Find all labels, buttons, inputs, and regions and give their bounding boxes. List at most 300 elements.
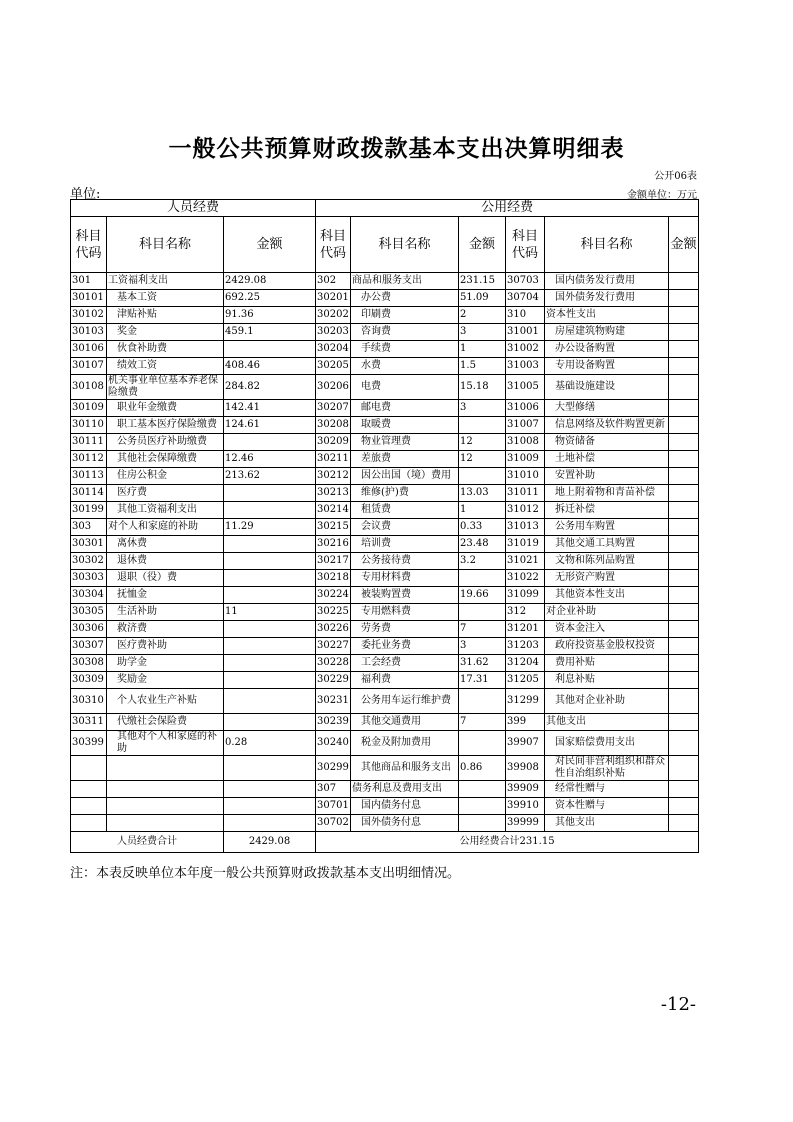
subject-name: 咨询费 bbox=[351, 324, 459, 341]
subject-code: 30226 bbox=[316, 621, 351, 638]
subject-name: 其他资本性支出 bbox=[545, 587, 669, 604]
table-row bbox=[71, 451, 699, 468]
amount bbox=[669, 570, 699, 587]
subject-code: 30702 bbox=[316, 815, 351, 832]
subject-name: 住房公积金 bbox=[107, 468, 224, 485]
table-note: 注：本表反映单位本年度一般公共预算财政拨款基本支出明细情况。 bbox=[70, 866, 461, 881]
subject-name: 工资福利支出 bbox=[107, 273, 224, 290]
subject-name: 土地补偿 bbox=[545, 451, 669, 468]
table-row bbox=[71, 324, 699, 341]
subject-code: 30108 bbox=[71, 375, 107, 400]
subject-code: 307 bbox=[316, 781, 351, 798]
amount: 1.5 bbox=[459, 358, 506, 375]
subject-name: 其他交通工具购置 bbox=[545, 536, 669, 553]
subject-code: 31006 bbox=[506, 400, 545, 417]
amount bbox=[224, 341, 316, 358]
subject-code: 30217 bbox=[316, 553, 351, 570]
public-group-header: 公用经费 bbox=[316, 200, 699, 217]
public-total: 公用经费合计231.15 bbox=[316, 832, 699, 853]
subject-name: 会议费 bbox=[351, 519, 459, 536]
subject-name: 经常性赠与 bbox=[545, 781, 669, 798]
subject-code: 31201 bbox=[506, 621, 545, 638]
amount: 2 bbox=[459, 307, 506, 324]
subject-name: 租赁费 bbox=[351, 502, 459, 519]
amount bbox=[459, 781, 506, 798]
table-row bbox=[71, 815, 699, 832]
subject-code: 31003 bbox=[506, 358, 545, 375]
amount bbox=[224, 621, 316, 638]
subject-code: 399 bbox=[506, 714, 545, 731]
subject-code: 30114 bbox=[71, 485, 107, 502]
amount bbox=[669, 689, 699, 714]
amount bbox=[224, 714, 316, 731]
amount: 51.09 bbox=[459, 290, 506, 307]
amount: 11.29 bbox=[224, 519, 316, 536]
subject-code: 30228 bbox=[316, 655, 351, 672]
subject-name: 其他社会保障缴费 bbox=[107, 451, 224, 468]
subject-code: 30201 bbox=[316, 290, 351, 307]
subject-code: 302 bbox=[316, 273, 351, 290]
amount: 91.36 bbox=[224, 307, 316, 324]
subject-name: 职工基本医疗保险缴费 bbox=[107, 417, 224, 434]
subject-code: 30239 bbox=[316, 714, 351, 731]
table-row bbox=[71, 375, 699, 400]
col-header-amount: 金额 bbox=[459, 217, 506, 273]
amount bbox=[224, 434, 316, 451]
table-row bbox=[71, 273, 699, 290]
subject-code: 30199 bbox=[71, 502, 107, 519]
col-header-code: 科目代码 bbox=[506, 217, 545, 273]
subject-code: 30307 bbox=[71, 638, 107, 655]
table-row bbox=[71, 417, 699, 434]
col-header-code: 科目代码 bbox=[316, 217, 351, 273]
amount bbox=[669, 536, 699, 553]
subject-code: 30308 bbox=[71, 655, 107, 672]
subject-code: 31008 bbox=[506, 434, 545, 451]
amount bbox=[224, 689, 316, 714]
subject-code: 31001 bbox=[506, 324, 545, 341]
amount bbox=[224, 756, 316, 781]
amount: 1 bbox=[459, 341, 506, 358]
amount: 7 bbox=[459, 621, 506, 638]
amount bbox=[459, 468, 506, 485]
table-row bbox=[71, 672, 699, 689]
subject-name: 代缴社会保险费 bbox=[107, 714, 224, 731]
subject-name: 因公出国（境）费用 bbox=[351, 468, 459, 485]
amount bbox=[224, 536, 316, 553]
subject-code: 30311 bbox=[71, 714, 107, 731]
amount bbox=[669, 400, 699, 417]
amount bbox=[669, 781, 699, 798]
subject-code: 30110 bbox=[71, 417, 107, 434]
subject-name: 津贴补贴 bbox=[107, 307, 224, 324]
amount: 7 bbox=[459, 714, 506, 731]
subject-name: 利息补贴 bbox=[545, 672, 669, 689]
subject-code: 31002 bbox=[506, 341, 545, 358]
subject-code: 31012 bbox=[506, 502, 545, 519]
subject-name: 公务接待费 bbox=[351, 553, 459, 570]
amount: 23.48 bbox=[459, 536, 506, 553]
subject-name: 资本金注入 bbox=[545, 621, 669, 638]
amount: 3 bbox=[459, 400, 506, 417]
table-row bbox=[71, 655, 699, 672]
subject-name: 其他支出 bbox=[545, 815, 669, 832]
subject-code: 31013 bbox=[506, 519, 545, 536]
amount bbox=[459, 604, 506, 621]
subject-name: 基础设施建设 bbox=[545, 375, 669, 400]
subject-code: 30301 bbox=[71, 536, 107, 553]
subject-name: 奖金 bbox=[107, 324, 224, 341]
subject-code: 30229 bbox=[316, 672, 351, 689]
amount: 0.86 bbox=[459, 756, 506, 781]
amount bbox=[224, 815, 316, 832]
subject-name: 工会经费 bbox=[351, 655, 459, 672]
amount: 31.62 bbox=[459, 655, 506, 672]
table-row bbox=[71, 307, 699, 324]
subject-name bbox=[107, 756, 224, 781]
amount: 0.33 bbox=[459, 519, 506, 536]
table-row bbox=[71, 434, 699, 451]
table-row bbox=[71, 341, 699, 358]
subject-code: 31011 bbox=[506, 485, 545, 502]
subject-code: 30204 bbox=[316, 341, 351, 358]
col-header-code: 科目代码 bbox=[71, 217, 107, 273]
subject-code: 30102 bbox=[71, 307, 107, 324]
personnel-total-label: 人员经费合计 bbox=[71, 832, 224, 853]
subject-code: 30304 bbox=[71, 587, 107, 604]
amount: 12.46 bbox=[224, 451, 316, 468]
subject-code: 31009 bbox=[506, 451, 545, 468]
amount bbox=[224, 655, 316, 672]
subject-code: 301 bbox=[71, 273, 107, 290]
amount bbox=[459, 815, 506, 832]
subject-name: 助学金 bbox=[107, 655, 224, 672]
subject-name: 奖励金 bbox=[107, 672, 224, 689]
subject-name: 文物和陈列品购置 bbox=[545, 553, 669, 570]
amount bbox=[669, 485, 699, 502]
table-row bbox=[71, 358, 699, 375]
subject-name: 医疗费 bbox=[107, 485, 224, 502]
amount: 17.31 bbox=[459, 672, 506, 689]
amount bbox=[224, 502, 316, 519]
amount bbox=[669, 519, 699, 536]
subject-name: 维修(护)费 bbox=[351, 485, 459, 502]
subject-code: 31005 bbox=[506, 375, 545, 400]
subject-name: 费用补贴 bbox=[545, 655, 669, 672]
subject-code: 30703 bbox=[506, 273, 545, 290]
subject-code: 310 bbox=[506, 307, 545, 324]
amount: 19.66 bbox=[459, 587, 506, 604]
amount bbox=[669, 731, 699, 756]
amount bbox=[459, 570, 506, 587]
subject-name: 专用材料费 bbox=[351, 570, 459, 587]
subject-name: 拆迁补偿 bbox=[545, 502, 669, 519]
amount bbox=[224, 587, 316, 604]
subject-name: 退休费 bbox=[107, 553, 224, 570]
amount: 11 bbox=[224, 604, 316, 621]
subject-name: 委托业务费 bbox=[351, 638, 459, 655]
subject-name: 国内债务发行费用 bbox=[545, 273, 669, 290]
amount: 0.28 bbox=[224, 731, 316, 756]
subject-code: 31205 bbox=[506, 672, 545, 689]
amount bbox=[669, 341, 699, 358]
table-row bbox=[71, 756, 699, 781]
subject-code: 30107 bbox=[71, 358, 107, 375]
table-row bbox=[71, 519, 699, 536]
subject-name: 公务用车购置 bbox=[545, 519, 669, 536]
subject-name: 资本性赠与 bbox=[545, 798, 669, 815]
table-row bbox=[71, 781, 699, 798]
subject-name: 印刷费 bbox=[351, 307, 459, 324]
subject-code: 30231 bbox=[316, 689, 351, 714]
amount bbox=[669, 290, 699, 307]
subject-code bbox=[71, 798, 107, 815]
subject-code: 30704 bbox=[506, 290, 545, 307]
amount: 13.03 bbox=[459, 485, 506, 502]
amount: 231.15 bbox=[459, 273, 506, 290]
expenditure-table bbox=[70, 199, 699, 853]
amount: 15.18 bbox=[459, 375, 506, 400]
subject-code: 30109 bbox=[71, 400, 107, 417]
subject-code: 30212 bbox=[316, 468, 351, 485]
subject-name: 国外债务发行费用 bbox=[545, 290, 669, 307]
subject-name: 公务用车运行维护费 bbox=[351, 689, 459, 714]
subject-name: 救济费 bbox=[107, 621, 224, 638]
subject-code: 30103 bbox=[71, 324, 107, 341]
subject-code: 30299 bbox=[316, 756, 351, 781]
amount bbox=[669, 604, 699, 621]
amount: 284.82 bbox=[224, 375, 316, 400]
subject-code: 30399 bbox=[71, 731, 107, 756]
amount: 459.1 bbox=[224, 324, 316, 341]
subject-name: 信息网络及软件购置更新 bbox=[545, 417, 669, 434]
subject-code bbox=[71, 781, 107, 798]
amount: 12 bbox=[459, 434, 506, 451]
subject-code: 31099 bbox=[506, 587, 545, 604]
amount bbox=[669, 358, 699, 375]
subject-code: 30227 bbox=[316, 638, 351, 655]
amount bbox=[669, 451, 699, 468]
subject-code: 30202 bbox=[316, 307, 351, 324]
subject-name: 手续费 bbox=[351, 341, 459, 358]
subject-code: 31021 bbox=[506, 553, 545, 570]
subject-code: 31010 bbox=[506, 468, 545, 485]
amount: 1 bbox=[459, 502, 506, 519]
amount bbox=[669, 417, 699, 434]
subject-name: 无形资产购置 bbox=[545, 570, 669, 587]
subject-name: 其他工资福利支出 bbox=[107, 502, 224, 519]
amount bbox=[224, 553, 316, 570]
subject-code: 30213 bbox=[316, 485, 351, 502]
amount bbox=[459, 689, 506, 714]
subject-name: 福利费 bbox=[351, 672, 459, 689]
subject-code: 30310 bbox=[71, 689, 107, 714]
amount bbox=[669, 375, 699, 400]
table-row bbox=[71, 798, 699, 815]
subject-name: 地上附着物和青苗补偿 bbox=[545, 485, 669, 502]
subject-code: 30203 bbox=[316, 324, 351, 341]
subject-name: 生活补助 bbox=[107, 604, 224, 621]
personnel-group-header: 人员经费 bbox=[71, 200, 316, 217]
subject-code bbox=[71, 815, 107, 832]
amount: 213.62 bbox=[224, 468, 316, 485]
subject-code: 39910 bbox=[506, 798, 545, 815]
subject-name: 资本性支出 bbox=[545, 307, 669, 324]
amount bbox=[459, 417, 506, 434]
table-row bbox=[71, 290, 699, 307]
table-row bbox=[71, 570, 699, 587]
subject-code: 30206 bbox=[316, 375, 351, 400]
subject-code: 39909 bbox=[506, 781, 545, 798]
subject-code: 30224 bbox=[316, 587, 351, 604]
subject-name: 被装购置费 bbox=[351, 587, 459, 604]
form-number: 公开06表 bbox=[654, 171, 697, 182]
table-row bbox=[71, 553, 699, 570]
subject-name: 对民间非营利组织和群众性自治组织补贴 bbox=[545, 756, 669, 781]
subject-code: 30218 bbox=[316, 570, 351, 587]
subject-name: 医疗费补助 bbox=[107, 638, 224, 655]
money-unit-label: 金额单位：万元 bbox=[627, 190, 697, 201]
subject-name: 办公费 bbox=[351, 290, 459, 307]
subject-name: 差旅费 bbox=[351, 451, 459, 468]
subject-name: 对企业补助 bbox=[545, 604, 669, 621]
amount bbox=[669, 324, 699, 341]
table-row bbox=[71, 400, 699, 417]
subject-code: 39999 bbox=[506, 815, 545, 832]
subject-code: 30216 bbox=[316, 536, 351, 553]
subject-name: 离休费 bbox=[107, 536, 224, 553]
subject-name: 职业年金缴费 bbox=[107, 400, 224, 417]
table-row bbox=[71, 621, 699, 638]
subject-name: 绩效工资 bbox=[107, 358, 224, 375]
table-row bbox=[71, 536, 699, 553]
subject-code: 30111 bbox=[71, 434, 107, 451]
subject-code: 30112 bbox=[71, 451, 107, 468]
subject-name: 邮电费 bbox=[351, 400, 459, 417]
subject-code: 30211 bbox=[316, 451, 351, 468]
subject-code: 39908 bbox=[506, 756, 545, 781]
subject-name: 专用燃料费 bbox=[351, 604, 459, 621]
subject-code: 312 bbox=[506, 604, 545, 621]
subject-name: 公务员医疗补助缴费 bbox=[107, 434, 224, 451]
subject-code: 31007 bbox=[506, 417, 545, 434]
subject-name: 基本工资 bbox=[107, 290, 224, 307]
subject-name bbox=[107, 798, 224, 815]
subject-code: 30215 bbox=[316, 519, 351, 536]
subject-name: 伙食补助费 bbox=[107, 341, 224, 358]
amount bbox=[459, 731, 506, 756]
amount bbox=[669, 714, 699, 731]
table-row bbox=[71, 485, 699, 502]
amount bbox=[669, 621, 699, 638]
unit-label: 单位: bbox=[70, 187, 101, 202]
amount: 692.25 bbox=[224, 290, 316, 307]
subject-code: 30101 bbox=[71, 290, 107, 307]
subject-name: 抚恤金 bbox=[107, 587, 224, 604]
amount: 3 bbox=[459, 324, 506, 341]
amount bbox=[669, 815, 699, 832]
subject-code: 30240 bbox=[316, 731, 351, 756]
subject-name: 退职（役）费 bbox=[107, 570, 224, 587]
col-header-name: 科目名称 bbox=[107, 217, 224, 273]
subject-code: 30701 bbox=[316, 798, 351, 815]
amount bbox=[669, 434, 699, 451]
subject-code: 30305 bbox=[71, 604, 107, 621]
subject-code: 31299 bbox=[506, 689, 545, 714]
amount: 408.46 bbox=[224, 358, 316, 375]
subject-name: 其他对个人和家庭的补助 bbox=[107, 731, 224, 756]
subject-code: 31203 bbox=[506, 638, 545, 655]
subject-name: 个人农业生产补贴 bbox=[107, 689, 224, 714]
subject-name: 机关事业单位基本养老保险缴费 bbox=[107, 375, 224, 400]
amount bbox=[669, 587, 699, 604]
subject-code: 30207 bbox=[316, 400, 351, 417]
amount: 124.61 bbox=[224, 417, 316, 434]
amount bbox=[669, 638, 699, 655]
amount: 3.2 bbox=[459, 553, 506, 570]
col-header-name: 科目名称 bbox=[351, 217, 459, 273]
amount bbox=[224, 798, 316, 815]
subject-code: 31022 bbox=[506, 570, 545, 587]
subject-name: 办公设备购置 bbox=[545, 341, 669, 358]
table-row bbox=[71, 731, 699, 756]
amount bbox=[669, 553, 699, 570]
subject-code: 30225 bbox=[316, 604, 351, 621]
subject-name: 其他交通费用 bbox=[351, 714, 459, 731]
subject-code: 30208 bbox=[316, 417, 351, 434]
amount bbox=[224, 638, 316, 655]
subject-name: 其他对企业补助 bbox=[545, 689, 669, 714]
subject-code: 30303 bbox=[71, 570, 107, 587]
col-header-amount: 金额 bbox=[669, 217, 699, 273]
subject-name: 劳务费 bbox=[351, 621, 459, 638]
amount: 3 bbox=[459, 638, 506, 655]
amount: 12 bbox=[459, 451, 506, 468]
table-row bbox=[71, 604, 699, 621]
subject-name: 专用设备购置 bbox=[545, 358, 669, 375]
amount bbox=[224, 672, 316, 689]
subject-name: 税金及附加费用 bbox=[351, 731, 459, 756]
subject-code: 30209 bbox=[316, 434, 351, 451]
subject-code: 30113 bbox=[71, 468, 107, 485]
subject-name: 政府投资基金股权投资 bbox=[545, 638, 669, 655]
subject-name: 商品和服务支出 bbox=[351, 273, 459, 290]
amount bbox=[669, 798, 699, 815]
amount bbox=[224, 781, 316, 798]
table-row bbox=[71, 714, 699, 731]
table-row bbox=[71, 468, 699, 485]
subject-name: 培训费 bbox=[351, 536, 459, 553]
amount: 142.41 bbox=[224, 400, 316, 417]
amount bbox=[669, 655, 699, 672]
table-row bbox=[71, 689, 699, 714]
subject-code: 30214 bbox=[316, 502, 351, 519]
subject-name: 物业管理费 bbox=[351, 434, 459, 451]
subject-name: 其他支出 bbox=[545, 714, 669, 731]
amount bbox=[459, 798, 506, 815]
amount bbox=[669, 502, 699, 519]
subject-code: 31019 bbox=[506, 536, 545, 553]
col-header-name: 科目名称 bbox=[545, 217, 669, 273]
subject-name: 大型修缮 bbox=[545, 400, 669, 417]
amount bbox=[669, 273, 699, 290]
subject-code: 303 bbox=[71, 519, 107, 536]
subject-code: 30306 bbox=[71, 621, 107, 638]
subject-code: 30205 bbox=[316, 358, 351, 375]
subject-name: 对个人和家庭的补助 bbox=[107, 519, 224, 536]
subject-code: 39907 bbox=[506, 731, 545, 756]
subject-name: 其他商品和服务支出 bbox=[351, 756, 459, 781]
